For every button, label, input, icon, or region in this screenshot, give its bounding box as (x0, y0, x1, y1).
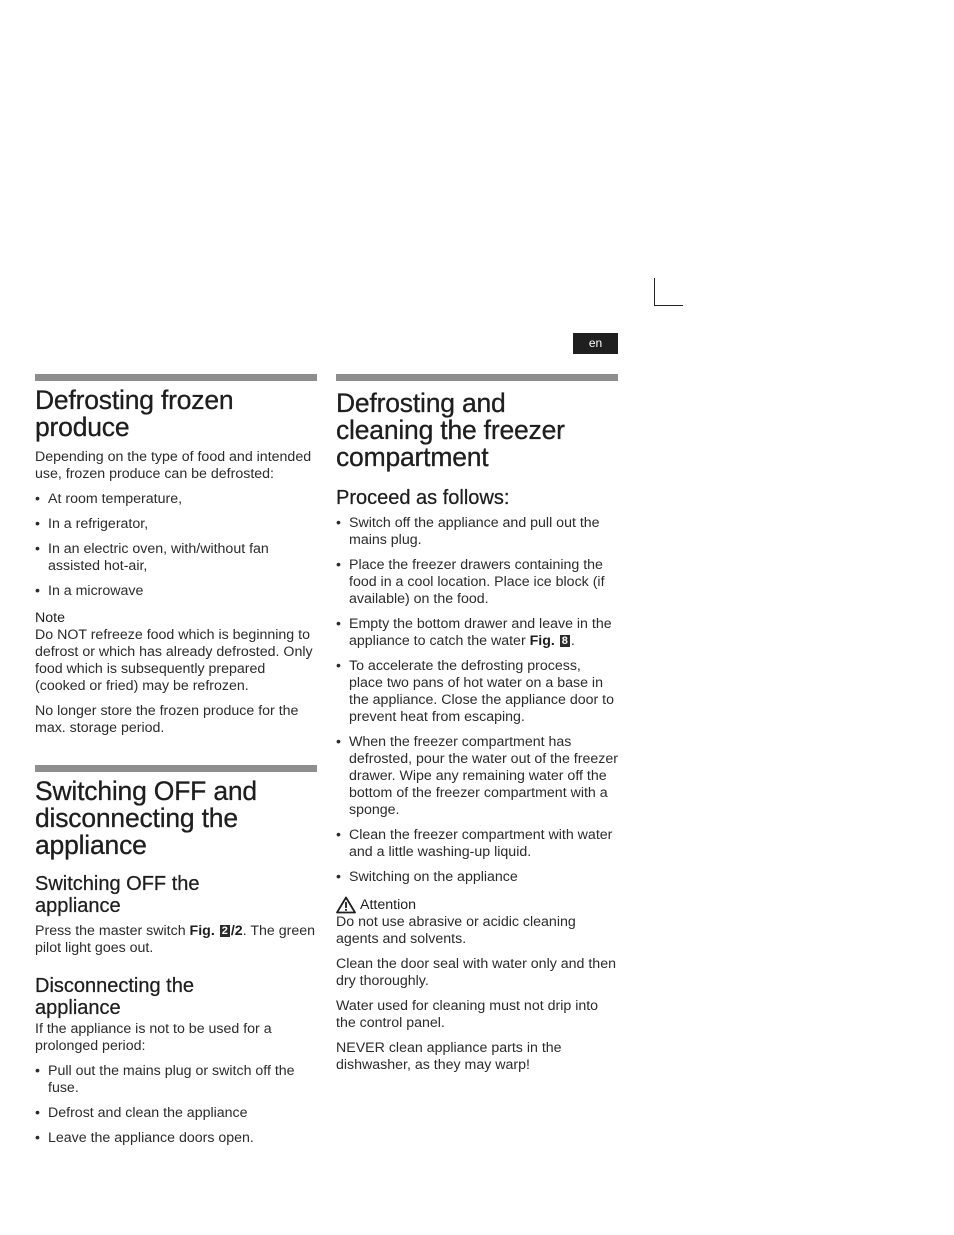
disconnecting-list (35, 1063, 317, 1147)
switching-off-text: Press the master switch Fig. 2 /2. The green pilot light goes out. (35, 923, 315, 956)
list-item: • Switch off the appliance and pull out the mains plug. (336, 515, 618, 549)
list-item: • Defrost and clean the appliance (35, 1105, 317, 1122)
list-item: • In an electric oven, with/without fan assisted hot-air, (35, 541, 317, 575)
list-item: • In a refrigerator, (35, 516, 317, 533)
list-item: • Empty the bottom drawer and leave in the appliance to catch the water Fig. 8 . (336, 616, 618, 650)
figure-reference: Fig. 2 /2 (189, 923, 243, 939)
section-rule (336, 374, 618, 381)
crop-mark (654, 278, 683, 306)
section-rule (35, 765, 317, 772)
defrosting-cleaning-section (336, 374, 618, 1074)
list-item: • Pull out the mains plug or switch off the fuse. (35, 1063, 317, 1097)
list-item: • At room temperature, (35, 491, 317, 508)
attention-paragraph: NEVER clean appliance parts in the dishwasher, as they may warp! (336, 1040, 562, 1073)
switching-off-section (35, 765, 317, 1147)
list-item: • When the freezer compartment has defrosted, pour the water out of the freezer drawer. Wipe any remaining water off the bottom of the freezer compartment with a sponge. (336, 734, 618, 819)
note-text: Do NOT refreeze food which is beginning to defrost or which has already defrosted. Only food which is subsequently prepared (cooked or fried) may be refrozen. (35, 627, 313, 694)
defrosting-cleaning-title: Defrosting and cleaning the freezer compartment (336, 388, 565, 472)
attention-paragraph: Clean the door seal with water only and then dry thoroughly. (336, 956, 616, 989)
list-item: • In a microwave (35, 583, 317, 600)
attention-paragraph: Do not use abrasive or acidic cleaning agents and solvents. (336, 914, 576, 947)
attention-label: Attention (336, 896, 618, 914)
defrost-intro: Depending on the type of food and intended use, frozen produce can be defrosted: (35, 449, 312, 482)
section-rule (35, 374, 317, 381)
switching-off-title: Switching OFF and disconnecting the appliance (35, 776, 257, 860)
list-item: • Leave the appliance doors open. (35, 1130, 317, 1147)
disconnecting-heading: Disconnecting the appliance (35, 975, 194, 1019)
note-text-2: No longer store the frozen produce for the max. storage period. (35, 703, 299, 736)
defrosting-frozen-produce-section (35, 374, 317, 737)
list-item: • Switching on the appliance (336, 869, 618, 886)
switching-off-heading: Switching OFF the appliance (35, 873, 200, 917)
proceed-heading: Proceed as follows: (336, 487, 510, 509)
attention-paragraph: Water used for cleaning must not drip into the control panel. (336, 998, 599, 1031)
defrost-methods-list (35, 491, 317, 600)
disconnecting-intro: If the appliance is not to be used for a prolonged period: (35, 1021, 272, 1054)
proceed-steps-list (336, 515, 618, 886)
language-tab: en (573, 333, 618, 354)
list-item: • Clean the freezer compartment with water and a little washing-up liquid. (336, 827, 618, 861)
warning-icon (336, 896, 356, 914)
figure-reference: Fig. 8 (529, 633, 568, 649)
defrosting-frozen-produce-title: Defrosting frozen produce (35, 385, 234, 442)
list-item: • Place the freezer drawers containing the food in a cool location. Place ice block (if available) on the food. (336, 557, 618, 608)
right-column (336, 374, 618, 1082)
list-item: • To accelerate the defrosting process, place two pans of hot water on a base in the appliance. Close the appliance door to prevent heat from escaping. (336, 658, 618, 726)
left-column (35, 374, 317, 1155)
note-label: Note (35, 610, 65, 626)
